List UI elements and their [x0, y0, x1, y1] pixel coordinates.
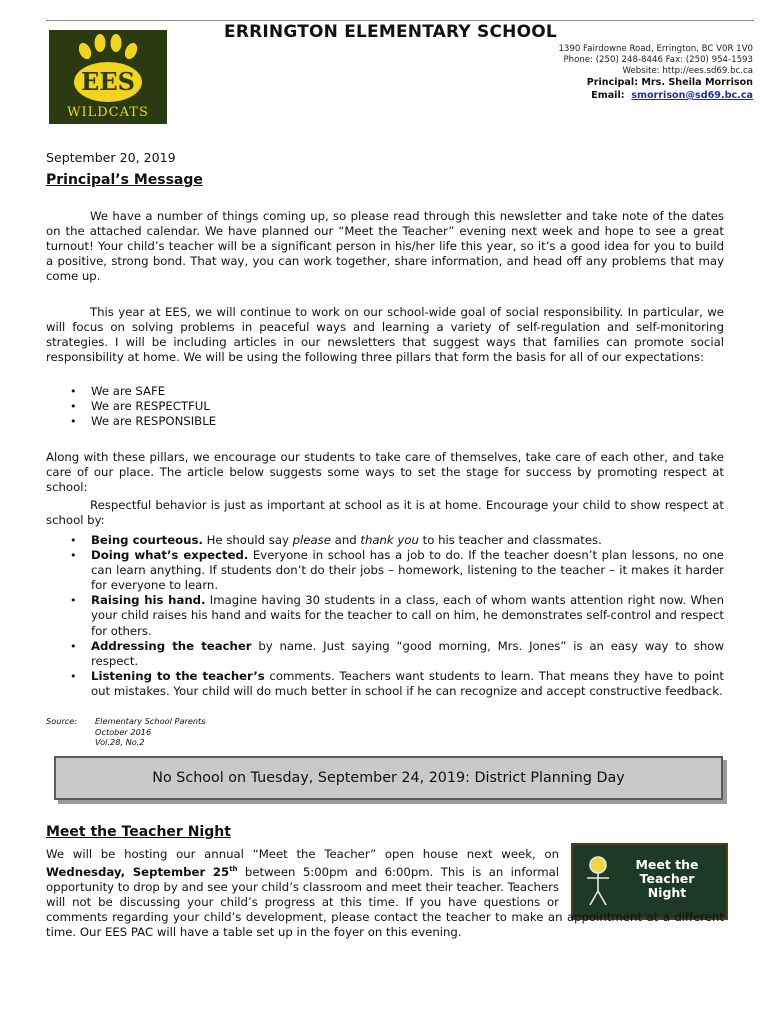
image-float-spacer [559, 847, 724, 907]
image-caption-line-2: Teacher [639, 871, 695, 886]
list-item: • Listening to the teacher’s comments. Teachers want students to learn. That means they have to point out mistakes. Your child will do much better in school if he can recognize and accept constructive feedback. [46, 669, 724, 699]
list-item: • Doing what’s expected. Everyone in school has a job to do. If the teacher doesn’t plan lessons, no one can learn anything. If students don’t do their jobs – homework, listening to the teacher – it makes it harder for everyone to learn. [46, 548, 724, 593]
message-paragraph-3: Along with these pillars, we encourage our students to take care of themselves, take care of each other, and take care of our place. The article below suggests some ways to set the stage for success by promoting respect at school: [46, 450, 724, 495]
list-item: • We are RESPECTFUL [46, 399, 446, 414]
email-label: Email: [591, 90, 625, 101]
message-paragraph-1: We have a number of things coming up, so please read through this newsletter and take note of the dates on the attached calendar. We have planned our “Meet the Teacher” evening next week and hope to see a great turnout! Your child’s teacher will be a significant person in his/her life this year, so it’s a good idea for you to build a positive, strong bond. That way, you can work together, share information, and head off any problems that may come up. [46, 209, 724, 284]
meet-teacher-paragraph-top: We will be hosting our annual “Meet the Teacher” open house next week, on Wednesday, September 25th between 5:00pm and 6:00pm. This is an informal opportunity to drop by and see your child’s classroom and meet their teacher. Teachers will not be discussing your child’s progress at this time. If you have questions or comments regarding your child’s development, please contact the teacher to make an appointment at a different time. Our EES PAC will have a table set up in the foyer on this evening. [46, 847, 724, 940]
list-item: • We are SAFE [46, 384, 446, 399]
image-caption-line-1: Meet the [635, 857, 699, 872]
article-source: Source: Elementary School Parents October 2016 Vol.28, No.2 [46, 716, 206, 747]
no-school-banner: No School on Tuesday, September 24, 2019: District Planning Day [54, 756, 723, 800]
message-paragraph-2: This year at EES, we will continue to work on our school-wide goal of social responsibility. In particular, we will focus on solving problems in peaceful ways and learning a variety of self-regulation and self-monitoring strategies. I will be including articles in our newsletters that suggest ways that families can promote social responsibility at home. We will be using the following three pillars that form the basis for all of our expectations: [46, 305, 724, 365]
meet-teacher-heading: Meet the Teacher Night [46, 824, 231, 840]
school-website: Website: http://ees.sd69.bc.ca [622, 66, 753, 76]
school-name: ERRINGTON ELEMENTARY SCHOOL [224, 22, 557, 42]
list-item: • We are RESPONSIBLE [46, 414, 446, 429]
principal-message-heading: Principal’s Message [46, 172, 203, 188]
school-address: 1390 Fairdowne Road, Errington, BC V0R 1V0 [558, 44, 753, 54]
logo-text-top: EES [81, 67, 135, 96]
header-rule [46, 20, 754, 21]
list-item: • Being courteous. He should say please and thank you to his teacher and classmates. [46, 533, 724, 548]
source-label: Source: [46, 716, 78, 726]
pillars-list [46, 384, 446, 429]
image-caption-line-3: Night [647, 885, 687, 900]
logo-text-bottom: WILDCATS [67, 105, 149, 120]
principal-email-line [591, 89, 753, 102]
email-link[interactable]: smorrison@sd69.bc.ca [631, 90, 753, 101]
message-paragraph-4: Respectful behavior is just as important at school as it is at home. Encourage your child to show respect at school by: [46, 498, 724, 528]
list-item: • Addressing the teacher by name. Just saying “good morning, Mrs. Jones” is an easy way to show respect. [46, 639, 724, 669]
respect-tips-list [46, 533, 724, 699]
principal-name: Principal: Mrs. Sheila Morrison [586, 77, 753, 88]
newsletter-date: September 20, 2019 [46, 150, 176, 165]
school-logo [49, 30, 167, 124]
school-phone-fax: Phone: (250) 248-8446 Fax: (250) 954-1593 [563, 55, 753, 65]
list-item: • Raising his hand. Imagine having 30 students in a class, each of whom wants attention right now. When your child raises his hand and waits for the teacher to call on him, he demonstrates self-control and respect for others. [46, 593, 724, 638]
